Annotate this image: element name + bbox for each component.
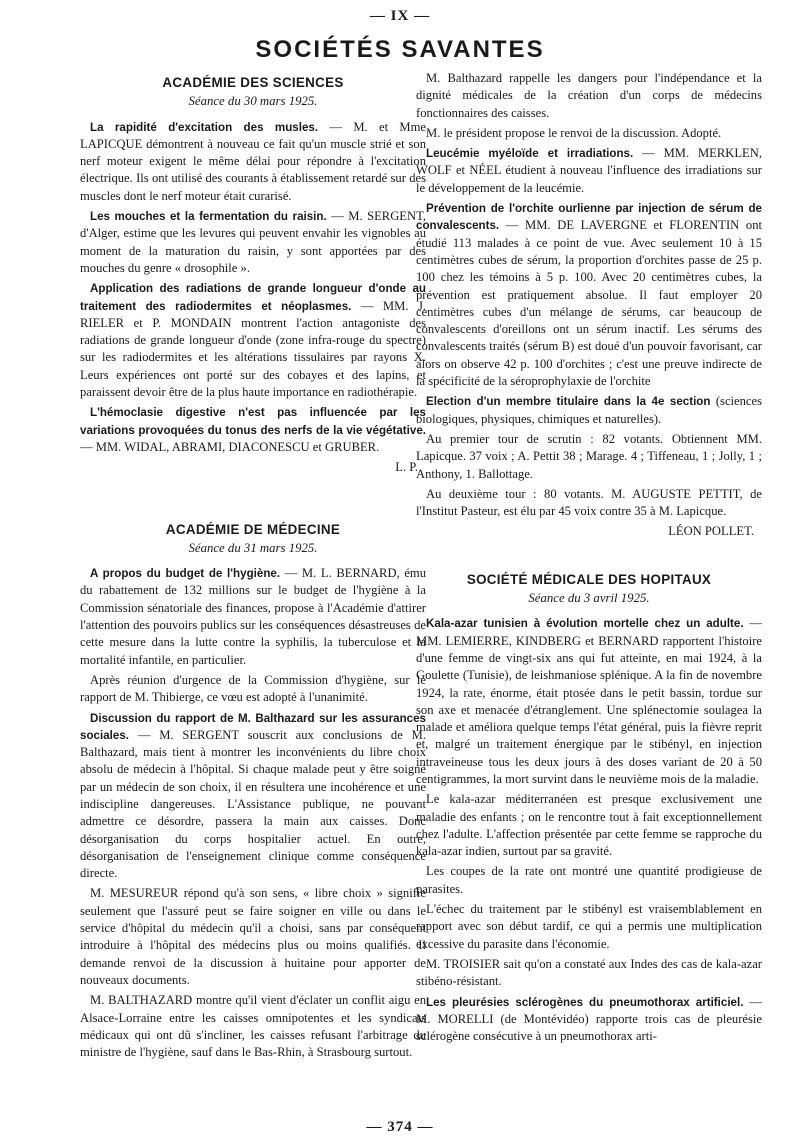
paragraph [416, 70, 762, 122]
paragraph [416, 486, 762, 521]
article-heading: Discussion du rapport de M. Balthazard sur les assurances sociales. [80, 711, 426, 742]
article-list [80, 565, 426, 1061]
article-body: M. MESUREUR répond qu'à son sens, « libre choix » signifie seulement que l'assuré peut se faire soigner en ville ou dans le service d'hôpital du médecin qu'il a choisi, sans par conséquent introduire à l'hôpital des médecins plus ou moins qualifiés. Il demande renvoi de la discussion à huitaine pour apporter de nouveaux documents. [80, 886, 426, 987]
article-heading: Election d'un membre titulaire dans la 4e section [426, 395, 711, 409]
paragraph [416, 615, 762, 788]
article-body: — MM. DE LAVERGNE et FLORENTIN ont étudié 113 malades à ce point de vue. Avec seulement 10 à 15 centimètres cubes de sérum, la proportion d'orchites passe de 25 p. 100 chez les témoins à 5 p. 100. Avec 20 centimètres cubes, la prévention est pratiquement absolue. Il faut employer 20 centimètres cubes d'un mélange de sérums, car beaucoup de convalescents d'oreillons ont un sérum inactif. Les sérums des convalescents traités (sérum B) est doué d'un pouvoir favorisant, car alors on observe 42 p. 100 d'orchites ; c'est une preuve indirecte de la spécificité de la séroprophylaxie de l'orchite [416, 218, 762, 389]
article-heading: A propos du budget de l'hygiène. [90, 567, 281, 581]
article-list [416, 70, 762, 520]
paragraph [416, 431, 762, 483]
signature: LÉON POLLET. [668, 524, 754, 539]
left-column [80, 72, 426, 1064]
section-title: ACADÉMIE DES SCIENCES [162, 75, 344, 90]
paragraph [80, 208, 426, 277]
paragraph [80, 119, 426, 205]
right-column [416, 70, 762, 1048]
article-heading: Prévention de l'orchite ourlienne par injection de sérum de convalescents. [416, 202, 762, 233]
article-heading: Application des radiations de grande longueur d'onde au traitement des radiodermites et néoplasmes. [80, 282, 426, 313]
article-heading: Les pleurésies sclérogènes du pneumothorax artificiel. [426, 995, 744, 1009]
paragraph [416, 994, 762, 1046]
article-body: M. BALTHAZARD montre qu'il vient d'éclater un conflit aigu en Alsace-Lorraine entre les caisses omnipotentes et les syndicats médicaux qui ont dû s'incliner, les caisses refusant l'arbitrage du ministre de l'hygiène, sauf dans le Bas-Rhin, à Strasbourg surtout. [80, 993, 426, 1060]
seance-date: Séance du 3 avril 1925. [528, 591, 650, 606]
article-body: Au deuxième tour : 80 votants. M. AUGUSTE PETTIT, de l'Institut Pasteur, est élu par 45 voix contre 35 à M. Lapicque. [416, 486, 762, 519]
article-body: — M. SERGENT, d'Alger, estime que les levures qui peuvent envahir les vignobles au moment de la maturation du raisin, y sont apportées par des mouches du genre « drosophile ». [80, 209, 426, 275]
seance-date: Séance du 30 mars 1925. [188, 94, 318, 109]
paragraph [416, 791, 762, 860]
section-banner: SOCIÉTÉS SAVANTES [255, 36, 545, 63]
paragraph [416, 125, 762, 142]
article-body: Au premier tour de scrutin : 82 votants. Obtiennent MM. Lapicque. 37 voix ; A. Pettit 38 ; Marage. 4 ; Tiffeneau, 1 ; Jolly, 1 ; Anthony, 1. Ballottage. [416, 431, 762, 481]
signature: L. P. [395, 460, 418, 475]
article-body: Après réunion d'urgence de la Commission d'hygiène, sur le rapport de M. Thibierge, ce vœu est adopté à l'unanimité. [80, 672, 426, 705]
article-body: — M. L. BERNARD, ému du rabattement de 132 millions sur le budget de l'hygiène à la Commission sénatoriale des finances, propose à l'Académie d'attirer l'attention des pouvoirs publics sur les conséquences désastreuses de cette mesure dans la lutte contre la syphilis, la tuberculose et la mortalité infantile, en particulier. [80, 566, 427, 667]
article-heading: Kala-azar tunisien à évolution mortelle chez un adulte. [426, 617, 744, 631]
article-heading: Les mouches et la fermentation du raisin. [90, 210, 327, 224]
article-body: Les coupes de la rate ont montré une quantité prodigieuse de parasites. [416, 864, 762, 896]
section-title: ACADÉMIE DE MÉDECINE [165, 521, 341, 537]
article-body: — M. SERGENT souscrit aux conclusions de M. Balthazard, mais tient à montrer les inconvénients du libre choix absolu de médecin à l'hôpital. Si chaque malade peut y être soigné par un médecin de son choix, il en résultera une incohérence et une indiscipline dangereuses. L'Assistance publique, ne pouvant admettre ce désordre, passera la main aux caisses. Donc désorganisation du corps hospitalier actuel. En outre, désorganisation de l'enseignement clinique comme conséquence directe. [80, 727, 426, 881]
paragraph [80, 280, 426, 401]
paragraph [80, 992, 426, 1061]
paragraph [80, 710, 426, 883]
seance-date: Séance du 31 mars 1925. [188, 540, 318, 555]
paragraph [80, 885, 426, 989]
paragraph [80, 404, 426, 456]
paragraph [416, 863, 762, 898]
article-body: (sciences biologiques, physiques, chimiques et naturelles). [416, 394, 762, 426]
article-body: Le kala-azar méditerranéen est presque exclusivement une maladie des enfants ; on le rencontre tout à fait exceptionnellement chez l'adulte. L'affection présentée par cette femme se rapproche du kala-azar indien, surtout par sa gravité. [416, 792, 762, 859]
paragraph [416, 200, 762, 390]
article-body: — MM. J. RIELER et P. MONDAIN montrent l'action antagoniste des radiations de grande longueur d'onde (zone infra-rouge du spectre) sur les radiodermites et les altérations tissulaires par rayons X. Leurs expériences ont porté sur des cobayes et des lapins, et paraissent devoir être de la plus haute importance en radiothérapie. [80, 298, 426, 400]
article-body: M. le président propose le renvoi de la discussion. Adopté. [426, 125, 722, 140]
article-body: M. Balthazard rappelle les dangers pour l'indépendance et la dignité médicales de la création d'un corps de médecins fonctionnaires des caisses. [416, 71, 762, 120]
article-body: — MM. WIDAL, ABRAMI, DIACONESCU et GRUBER. [80, 439, 380, 454]
article-list [80, 119, 426, 457]
paragraph [80, 672, 426, 707]
article-body: — M. et Mme LAPICQUE démontrent à nouveau ce fait qu'un muscle strié et son nerf moteur exigent le même délai pour répondre à l'excitation électrique. Ils ont utilisé des courants à établissement retardé sur des muscles dont le nerf moteur était curarisé. [80, 119, 426, 203]
article-body: — M. MORELLI (de Montévidéo) rapporte trois cas de pleurésie sclérogène consécutive à un pneumothorax arti- [416, 994, 762, 1044]
paragraph [416, 901, 762, 953]
roman-page-number: — IX — [369, 8, 431, 24]
article-heading: L'hémoclasie digestive n'est pas influencée par les variations provoquées du tonus des nerfs de la vie végétative. [80, 406, 426, 437]
article-body: M. TROISIER sait qu'on a constaté aux Indes des cas de kala-azar stibéno-résistant. [416, 956, 762, 989]
article-heading: Leucémie myéloïde et irradiations. [426, 147, 634, 161]
paragraph [416, 393, 762, 428]
article-body: — MM. LEMIERRE, KINDBERG et BERNARD rapportent l'histoire d'une femme de vingt-six ans qui fut atteinte, en mai 1924, à la Goulette (Tunisie), de leishmaniose splénique. A la fin de novembre 1924, la rate, énorme, était ptosée dans le petit bassin, tordue sur son axe et menacée d'étranglement. Une splénectomie soulagea la malade et améliora quelque temps l'état général, puis la fièvre reprit et, malgré un traitement énergique par le stibényl, en injection intraveineuse tous les deux jours à des doses variant de 20 à 50 centigrammes, la mort survint dans le neuvième mois de la maladie. [416, 616, 762, 786]
paragraph [80, 565, 426, 669]
paragraph [416, 956, 762, 991]
article-list [416, 615, 762, 1045]
article-body: — MM. MERKLEN, WOLF et NÉEL étudient à nouveau l'influence des irradiations sur le développement de la leucémie. [416, 146, 762, 195]
section-title: SOCIÉTÉ MÉDICALE DES HOPITAUX [466, 571, 712, 587]
page-number: — 374 — [366, 1119, 434, 1135]
article-body: L'échec du traitement par le stibényl est vraisemblablement en rapport avec son début tardif, ce qui a permis une multiplication excessive du parasite dans l'économie. [416, 902, 762, 951]
paragraph [416, 145, 762, 197]
article-heading: La rapidité d'excitation des musles. [90, 120, 319, 134]
